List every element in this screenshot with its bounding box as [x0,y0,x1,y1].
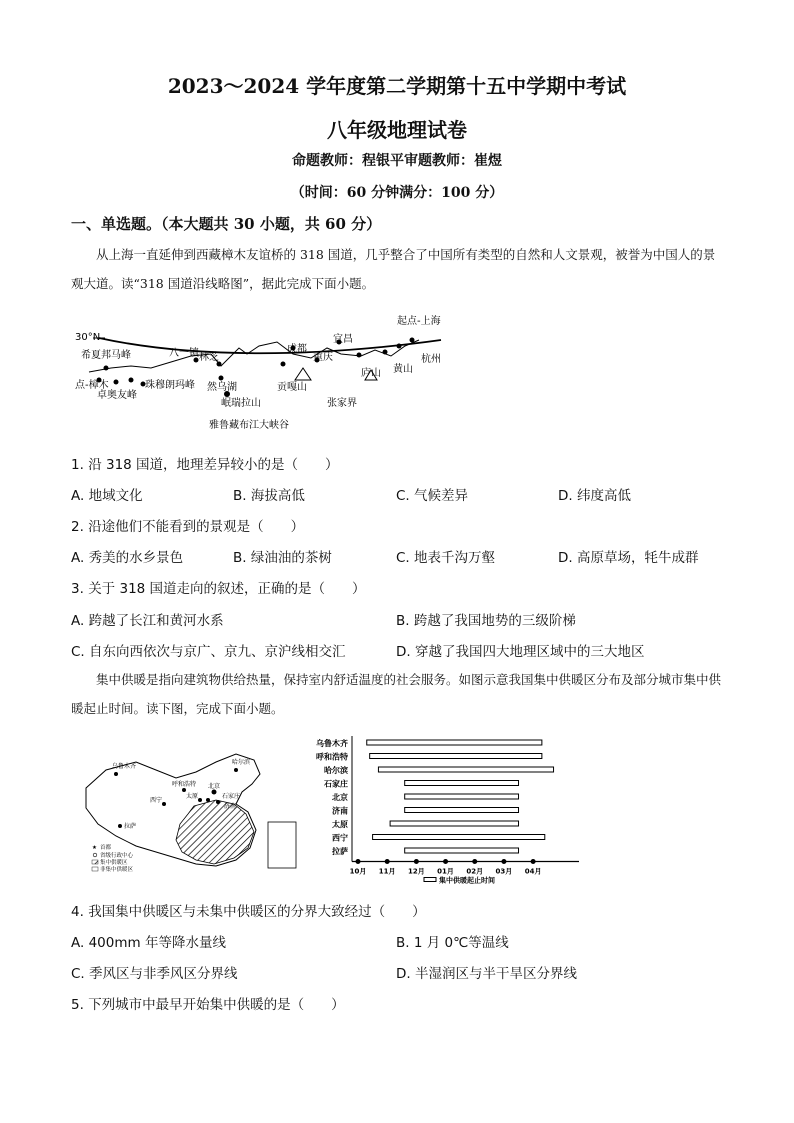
legend-capital: 首都 [100,845,112,851]
svg-text:★: ★ [92,845,97,851]
heating-period-chart [304,732,589,887]
q3-option-d[interactable]: D. 穿越了我国四大地理区域中的三大地区 [396,644,645,660]
place-shanghai: 起点-上海 [397,316,441,327]
map-city-beijing: 北京 [208,783,221,790]
place-linzhi: 林芝 [199,352,219,363]
place-canyon: 雅鲁藏布江大峡谷 [209,420,289,431]
route-318-map [71,310,451,435]
exam-title: 2023～2024 学年度第二学期第十五中学期中考试 [167,74,627,98]
legend-nonheating: 非集中供暖区 [100,867,134,873]
place-ranwu: 然乌湖 [207,382,237,393]
heating-bar [378,767,553,772]
legend-swatch [424,878,436,882]
question-5 [71,993,345,1013]
map-city-shijiazhuang: 石家庄 [222,793,241,800]
map-city-lhasa: 拉萨 [124,823,137,830]
x-tick-label: 11月 [378,867,396,876]
x-tick-dot [356,859,361,864]
china-heating-map [76,748,301,878]
q1-option-d[interactable]: D. 纬度高低 [558,488,631,504]
place-zhangjiajie: 张家界 [327,398,357,409]
legend-heating: 集中供暖区 [100,860,128,866]
passage-318: 从上海一直延伸到西藏樟木友谊桥的 318 国道，几乎整合了中国所有类型的自然和人文景观，被誉为中国人的景观大道。读“318 国道沿线略图”，据此完成下面小题。 [71,247,716,291]
map-city-xining: 西宁 [150,797,163,804]
heating-bar [405,848,519,853]
teachers-line: 命题教师：程银平审题教师：崔煜 [292,153,502,169]
q1-option-b[interactable]: B. 海拔高低 [233,488,305,504]
map-city-hohhot: 呼和浩特 [172,781,197,788]
place-bayi: 八一镇 [169,348,199,359]
question-stem: 沿途他们不能看到的景观是（ ） [88,519,305,535]
x-tick-dot [443,859,448,864]
category-label: 北京 [332,793,348,802]
question-1 [71,453,339,473]
legend-label: 集中供暖起止时间 [439,876,495,885]
section-heading: 一、单选题。（本大题共 30 小题，共 60 分） [71,215,382,233]
x-tick-label: 04月 [524,867,542,876]
heating-bar [373,835,545,840]
place-chongqing: 重庆 [313,352,333,363]
heating-bar [405,794,519,799]
question-number: 4. [71,904,84,920]
q1-option-a[interactable]: A. 地域文化 [71,488,143,504]
category-label: 太原 [332,820,348,829]
heating-bar [367,740,542,745]
q1-option-c[interactable]: C. 气候差异 [396,488,469,504]
category-label: 石家庄 [324,779,348,789]
q2-option-c[interactable]: C. 地表千沟万壑 [396,550,496,566]
map-city-harbin: 哈尔滨 [232,759,251,766]
place-lushan: 庐山 [361,368,381,379]
map-legend [92,843,134,873]
question-number: 1. [71,457,84,473]
map-city-urumqi: 乌鲁木齐 [112,763,137,770]
place-gongga: 贡嘎山 [277,382,307,393]
category-label: 呼和浩特 [316,752,348,762]
q3-option-a[interactable]: A. 跨越了长江和黄河水系 [71,613,224,629]
heating-bar [390,821,518,826]
place-zhangmu: 点-樟木 [75,380,109,391]
q4-option-d[interactable]: D. 半湿润区与半干旱区分界线 [396,966,577,982]
q3-option-b[interactable]: B. 跨越了我国地势的三级阶梯 [396,613,576,629]
q4-option-b[interactable]: B. 1 月 0℃等温线 [396,935,509,951]
legend-provincial: 省级行政中心 [100,853,134,859]
question-2 [71,515,304,535]
q2-option-b[interactable]: B. 绿油油的茶树 [233,550,332,566]
category-label: 乌鲁木齐 [316,739,348,748]
question-stem: 关于 318 国道走向的叙述，正确的是（ ） [88,581,366,597]
x-tick-dot [414,859,419,864]
exam-subtitle: 八年级地理试卷 [327,118,467,142]
category-label: 哈尔滨 [324,766,348,775]
x-tick-dot [531,859,536,864]
question-number: 2. [71,519,84,535]
category-label: 济南 [332,806,348,816]
question-number: 5. [71,997,84,1013]
map-city-jinan: 济南 [224,803,237,810]
question-4 [71,900,426,920]
x-tick-dot [501,859,506,864]
question-stem: 我国集中供暖区与未集中供暖区的分界大致经过（ ） [88,904,426,920]
category-label: 拉萨 [332,847,348,856]
heating-bar [370,754,542,759]
q2-option-a[interactable]: A. 秀美的水乡景色 [71,550,184,566]
place-pass: 岷瑞拉山 [221,398,261,409]
place-chengdu: 成都 [287,344,307,355]
question-number: 3. [71,581,84,597]
q4-option-c[interactable]: C. 季风区与非季风区分界线 [71,966,238,982]
place-huangshan: 黄山 [393,364,413,375]
x-tick-label: 10月 [349,867,367,876]
question-stem: 沿 318 国道，地理差异较小的是（ ） [88,457,339,473]
q3-option-c[interactable]: C. 自东向西依次与京广、京九、京沪线相交汇 [71,644,346,660]
heating-bar [405,808,519,813]
place-xixiabangma: 希夏邦马峰 [81,350,131,361]
x-tick-dot [472,859,477,864]
passage-heating: 集中供暖是指向建筑物供给热量，保持室内舒适温度的社会服务。如图示意我国集中供暖区分布及部分城市集中供暖起止时间。读下图，完成下面小题。 [71,672,722,716]
category-label: 西宁 [332,833,348,843]
q2-option-d[interactable]: D. 高原草场，牦牛成群 [558,550,699,566]
heating-bar [405,781,519,786]
place-zhuoaoyou: 卓奥友峰 [97,390,137,401]
place-qomolangma: 珠穆朗玛峰 [145,380,195,391]
x-tick-label: 12月 [407,867,425,876]
time-info: （时间：60 分钟满分：100 分） [290,185,504,201]
latitude-label: 30°N [75,332,101,343]
question-3 [71,577,366,597]
x-tick-dot [385,859,390,864]
x-tick-label: 02月 [466,867,484,876]
place-yichang: 宜昌 [333,334,353,345]
map-city-taiyuan: 太原 [186,793,199,800]
question-stem: 下列城市中最早开始集中供暖的是（ ） [88,997,345,1013]
x-tick-label: 03月 [495,867,513,876]
q4-option-a[interactable]: A. 400mm 年等降水量线 [71,935,226,951]
place-hangzhou: 杭州 [421,354,441,365]
x-tick-label: 01月 [437,867,454,876]
